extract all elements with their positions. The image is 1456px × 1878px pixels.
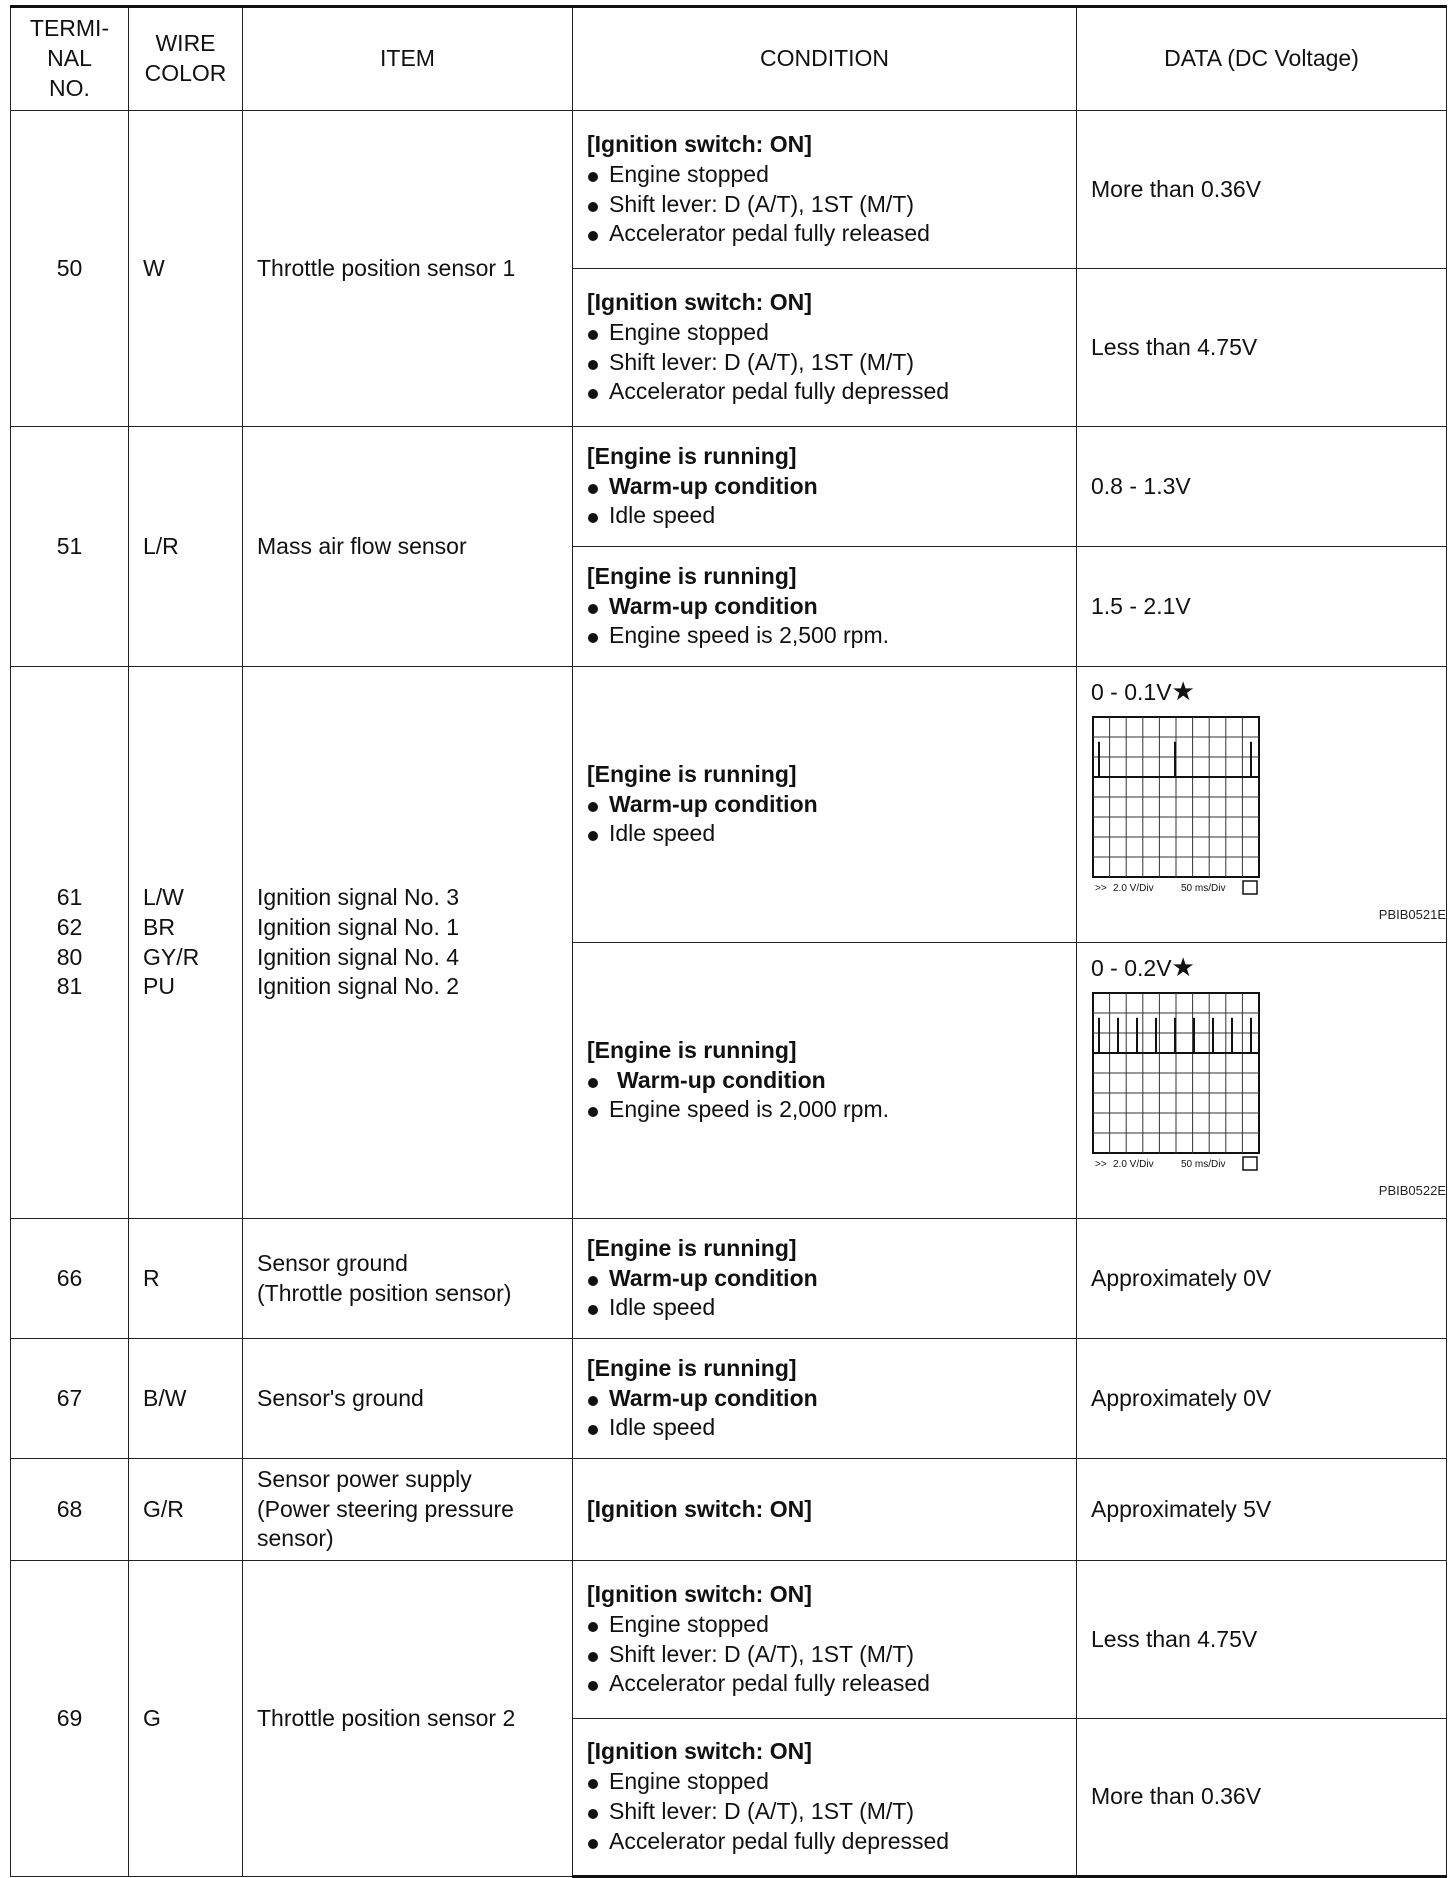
data-value: Less than 4.75V — [1077, 1561, 1447, 1719]
condition-bullet: Warm-up condition — [587, 1384, 1062, 1414]
table-row — [11, 427, 1447, 547]
terminal-header — [11, 7, 129, 111]
data-waveform-cell — [1077, 943, 1447, 1219]
condition-bullet: Engine speed is 2,500 rpm. — [587, 621, 1062, 651]
star-icon: ★ — [1171, 676, 1195, 706]
scope-left-label: >> — [1095, 882, 1107, 894]
item-label: (Throttle position sensor) — [257, 1279, 512, 1306]
scope-corner-box — [1243, 1157, 1257, 1170]
condition-cell — [573, 427, 1077, 547]
condition-bullet: Idle speed — [587, 819, 1062, 849]
condition-bullet: Idle speed — [587, 1293, 1062, 1323]
wire-color: G/R — [129, 1459, 243, 1561]
table-row — [11, 111, 1447, 269]
wire-color: R — [129, 1219, 243, 1339]
item-label-group — [243, 667, 573, 1219]
item-label-group — [243, 1459, 573, 1561]
terminal-no: 62 — [56, 913, 83, 940]
condition-bullet: Warm-up condition — [587, 592, 1062, 622]
table-row — [11, 667, 1447, 943]
wire-color: GY/R — [143, 943, 200, 970]
terminal-header-line: NO. — [49, 74, 90, 101]
terminal-no: 69 — [11, 1561, 129, 1877]
terminal-no: 67 — [11, 1339, 129, 1459]
wire-color: G — [129, 1561, 243, 1877]
table-row — [11, 1339, 1447, 1459]
condition-bullet: Idle speed — [587, 501, 1062, 531]
data-value: 0.8 - 1.3V — [1077, 427, 1447, 547]
item-label-group — [243, 1219, 573, 1339]
terminal-no: 50 — [11, 111, 129, 427]
condition-header-text: [Engine is running] — [587, 562, 797, 589]
wire-header — [129, 7, 243, 111]
condition-cell — [573, 1561, 1077, 1719]
data-value: More than 0.36V — [1077, 111, 1447, 269]
star-icon: ★ — [1171, 952, 1195, 982]
item-label: (Power steering pressure — [257, 1495, 514, 1522]
terminal-header-line: TERMI- — [29, 15, 110, 42]
condition-bullet: Accelerator pedal fully released — [587, 219, 1062, 249]
condition-bullet: Warm-up condition — [587, 472, 1062, 502]
scope-time-label: 50 ms/Div — [1181, 882, 1226, 894]
condition-bullet: Engine speed is 2,000 rpm. — [587, 1095, 1062, 1125]
condition-bullet: Warm-up condition — [587, 1264, 1062, 1294]
condition-cell — [573, 667, 1077, 943]
figure-code: PBIB0522E — [1378, 1183, 1446, 1198]
wire-color: B/W — [129, 1339, 243, 1459]
data-waveform-cell — [1077, 667, 1447, 943]
data-value: 0 - 0.2V — [1091, 955, 1172, 981]
condition-header-text: [Ignition switch: ON] — [587, 1738, 812, 1765]
wire-color-group — [129, 667, 243, 1219]
wire-color: PU — [143, 973, 175, 1000]
condition-bullet: Shift lever: D (A/T), 1ST (M/T) — [587, 348, 1062, 378]
data-value: Approximately 5V — [1077, 1459, 1447, 1561]
condition-bullet: Warm-up condition — [587, 1066, 1062, 1096]
condition-header-text: [Engine is running] — [587, 1354, 797, 1381]
condition-header-text: [Engine is running] — [587, 1234, 797, 1261]
item-label: Ignition signal No. 1 — [257, 913, 460, 940]
condition-cell — [573, 1719, 1077, 1877]
terminal-header-line: NAL — [47, 45, 92, 72]
condition-header-text: [Ignition switch: ON] — [587, 288, 812, 315]
condition-bullet: Idle speed — [587, 1413, 1062, 1443]
condition-bullet: Engine stopped — [587, 318, 1062, 348]
item-label: Sensor ground — [257, 1249, 408, 1276]
wire-color: L/R — [129, 427, 243, 667]
scope-volt-label: 2.0 V/Div — [1113, 1158, 1154, 1170]
item-label: Throttle position sensor 1 — [243, 111, 573, 427]
oscilloscope-waveform-1 — [1091, 715, 1261, 900]
condition-header-text: [Ignition switch: ON] — [587, 130, 812, 157]
condition-bullet: Engine stopped — [587, 1610, 1062, 1640]
item-label: sensor) — [257, 1525, 334, 1552]
condition-bullet: Accelerator pedal fully released — [587, 1669, 1062, 1699]
scope-time-label: 50 ms/Div — [1181, 1158, 1226, 1170]
item-label: Throttle position sensor 2 — [243, 1561, 573, 1877]
condition-header-text: [Ignition switch: ON] — [587, 1580, 812, 1607]
condition-header: CONDITION — [573, 7, 1077, 111]
wire-header-line: COLOR — [144, 60, 227, 86]
table-row — [11, 1219, 1447, 1339]
data-value: Approximately 0V — [1077, 1339, 1447, 1459]
terminal-no: 80 — [56, 943, 83, 970]
condition-bullet: Warm-up condition — [587, 790, 1062, 820]
table-row — [11, 1459, 1447, 1561]
condition-header-text: [Ignition switch: ON] — [587, 1495, 812, 1522]
scope-corner-box — [1243, 881, 1257, 894]
condition-cell — [573, 943, 1077, 1219]
condition-cell — [573, 269, 1077, 427]
condition-cell — [573, 547, 1077, 667]
condition-bullet: Engine stopped — [587, 160, 1062, 190]
scope-left-label: >> — [1095, 1158, 1107, 1170]
data-value: 1.5 - 2.1V — [1077, 547, 1447, 667]
wire-color: W — [129, 111, 243, 427]
condition-bullet: Shift lever: D (A/T), 1ST (M/T) — [587, 1797, 1062, 1827]
figure-code: PBIB0521E — [1378, 907, 1446, 922]
item-label: Ignition signal No. 4 — [257, 943, 460, 970]
terminal-no-group — [11, 667, 129, 1219]
condition-header-text: [Engine is running] — [587, 760, 797, 787]
scope-volt-label: 2.0 V/Div — [1113, 882, 1154, 894]
oscilloscope-waveform-2 — [1091, 991, 1261, 1176]
item-label: Sensor's ground — [243, 1339, 573, 1459]
terminal-no: 66 — [11, 1219, 129, 1339]
condition-bullet: Shift lever: D (A/T), 1ST (M/T) — [587, 190, 1062, 220]
condition-header-text: [Engine is running] — [587, 442, 797, 469]
condition-cell — [573, 1339, 1077, 1459]
table-row — [11, 1561, 1447, 1719]
data-header: DATA (DC Voltage) — [1077, 7, 1447, 111]
condition-bullet: Engine stopped — [587, 1767, 1062, 1797]
terminal-no: 81 — [56, 973, 83, 1000]
terminal-no: 51 — [11, 427, 129, 667]
wire-color: L/W — [143, 883, 184, 910]
data-value: Less than 4.75V — [1077, 269, 1447, 427]
condition-cell — [573, 1459, 1077, 1561]
item-label: Mass air flow sensor — [243, 427, 573, 667]
condition-cell — [573, 111, 1077, 269]
terminal-data-table — [10, 5, 1447, 1878]
data-value: Approximately 0V — [1077, 1219, 1447, 1339]
data-value: 0 - 0.1V — [1091, 679, 1172, 705]
condition-bullet: Accelerator pedal fully depressed — [587, 1827, 1062, 1857]
item-label: Ignition signal No. 2 — [257, 973, 460, 1000]
condition-bullet: Shift lever: D (A/T), 1ST (M/T) — [587, 1640, 1062, 1670]
condition-bullet: Accelerator pedal fully depressed — [587, 377, 1062, 407]
header-row — [11, 7, 1447, 111]
item-label: Sensor power supply — [257, 1465, 472, 1492]
wire-color: BR — [143, 913, 175, 940]
condition-cell — [573, 1219, 1077, 1339]
terminal-no: 68 — [11, 1459, 129, 1561]
data-value: More than 0.36V — [1077, 1719, 1447, 1877]
item-label: Ignition signal No. 3 — [257, 883, 460, 910]
terminal-no: 61 — [56, 883, 83, 910]
item-header: ITEM — [243, 7, 573, 111]
condition-header-text: [Engine is running] — [587, 1036, 797, 1063]
wire-header-line: WIRE — [155, 30, 216, 57]
